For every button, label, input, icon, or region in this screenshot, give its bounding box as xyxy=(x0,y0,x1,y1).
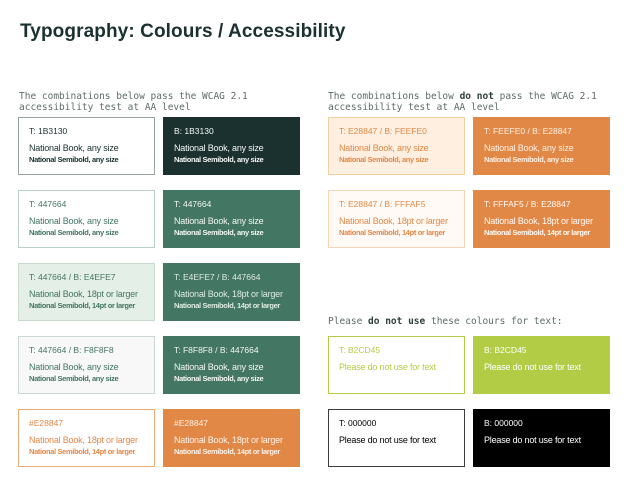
swatch-card-white-on-green xyxy=(163,190,300,248)
intro-text: The combinations below xyxy=(328,90,460,102)
swatch-card-white-on-orange xyxy=(163,409,300,467)
fail-swatch-grid xyxy=(328,117,610,248)
swatch-usage-bold: National Semibold, any size xyxy=(174,374,264,383)
swatch-usage: National Book, 18pt or larger xyxy=(174,435,283,445)
swatch-usage: National Book, 18pt or larger xyxy=(29,289,138,299)
swatch-usage: National Book, any size xyxy=(29,143,119,153)
swatch-usage-bold: National Semibold, 14pt or larger xyxy=(29,301,135,310)
swatch-usage: Please do not use for text xyxy=(484,435,581,445)
swatch-usage-bold: National Semibold, any size xyxy=(339,155,429,164)
swatch-card-offwhite-on-green xyxy=(163,336,300,394)
intro-text: Please xyxy=(328,315,369,327)
page-title: Typography: Colours / Accessibility xyxy=(20,21,346,42)
swatch-usage-bold: National Semibold, 14pt or larger xyxy=(29,447,135,456)
intro-text: these colours for text: xyxy=(425,315,563,327)
swatch-label: T: B2CD45 xyxy=(339,345,381,355)
swatch-usage: National Book, 18pt or larger xyxy=(484,216,593,226)
swatch-label: B: B2CD45 xyxy=(484,345,527,355)
swatch-label: T: E28847 / B: FEEFE0 xyxy=(339,126,427,136)
swatch-label: T: F8F8F8 / B: 447664 xyxy=(174,345,259,355)
swatch-usage-bold: National Semibold, 14pt or larger xyxy=(484,228,590,237)
swatch-card-green-on-offwhite xyxy=(18,336,155,394)
swatch-usage-bold: National Semibold, any size xyxy=(29,228,119,237)
swatch-label: T: FEEFE0 / B: E28847 xyxy=(484,126,572,136)
swatch-card-orange-on-cream xyxy=(328,117,465,175)
intro-text: The combinations below pass the WCAG 2.1 accessibility test at AA level xyxy=(19,90,248,113)
swatch-usage: National Book, any size xyxy=(174,143,264,153)
no-text-swatch-grid xyxy=(328,336,610,467)
swatch-label: T: FFFAF5 / B: E28847 xyxy=(484,199,571,209)
swatch-usage: Please do not use for text xyxy=(339,362,436,372)
swatch-usage-bold: National Semibold, any size xyxy=(29,374,119,383)
swatch-card-orange-on-white xyxy=(18,409,155,467)
swatch-label: T: 1B3130 xyxy=(29,126,68,136)
fail-section-intro xyxy=(328,91,618,114)
swatch-label: T: 000000 xyxy=(339,418,377,428)
swatch-label: B: 1B3130 xyxy=(174,126,214,136)
swatch-usage: Please do not use for text xyxy=(484,362,581,372)
swatch-card-white-on-dark xyxy=(163,117,300,175)
swatch-card-green-on-lightgreen xyxy=(18,263,155,321)
swatch-card-lightcream-on-orange xyxy=(473,190,610,248)
swatch-label: B: 000000 xyxy=(484,418,523,428)
swatch-usage-bold: National Semibold, 14pt or larger xyxy=(339,228,445,237)
pass-section-intro xyxy=(19,91,281,114)
swatch-label: T: 447664 xyxy=(29,199,67,209)
swatch-card-dark-on-white xyxy=(18,117,155,175)
swatch-label: #E28847 xyxy=(29,418,64,428)
swatch-label: T: E4EFE7 / B: 447664 xyxy=(174,272,261,282)
swatch-usage: National Book, any size xyxy=(339,143,429,153)
swatch-label: #E28847 xyxy=(174,418,209,428)
swatch-usage-bold: National Semibold, any size xyxy=(484,155,574,164)
pass-swatch-grid xyxy=(18,117,300,467)
swatch-usage: National Book, any size xyxy=(174,216,264,226)
swatch-card-lime-on-white xyxy=(328,336,465,394)
swatch-card-green-on-white xyxy=(18,190,155,248)
swatch-label: T: 447664 xyxy=(174,199,212,209)
swatch-usage: National Book, any size xyxy=(29,216,119,226)
swatch-card-orange-on-lightcream xyxy=(328,190,465,248)
swatch-label: T: 447664 / B: F8F8F8 xyxy=(29,345,114,355)
swatch-card-white-on-black xyxy=(473,409,610,467)
swatch-usage-bold: National Semibold, any size xyxy=(174,228,264,237)
intro-text: pass the WCAG 2.1 accessibility test at AA level xyxy=(328,90,597,113)
swatch-card-lightgreen-on-green xyxy=(163,263,300,321)
swatch-usage-bold: National Semibold, 14pt or larger xyxy=(174,447,280,456)
intro-text-bold: do not use xyxy=(368,315,426,327)
swatch-usage-bold: National Semibold, any size xyxy=(29,155,119,164)
swatch-usage-bold: National Semibold, any size xyxy=(174,155,264,164)
intro-text-bold: do not xyxy=(459,90,494,102)
swatch-usage: National Book, 18pt or larger xyxy=(29,435,138,445)
swatch-card-white-on-lime xyxy=(473,336,610,394)
swatch-card-cream-on-orange xyxy=(473,117,610,175)
swatch-label: T: 447664 / B: E4EFE7 xyxy=(29,272,116,282)
swatch-usage: National Book, 18pt or larger xyxy=(174,289,283,299)
swatch-usage: National Book, any size xyxy=(174,362,264,372)
no-text-section-intro xyxy=(328,316,618,328)
swatch-label: T: E28847 / B: FFFAF5 xyxy=(339,199,426,209)
swatch-usage: National Book, 18pt or larger xyxy=(339,216,448,226)
swatch-card-black-on-white xyxy=(328,409,465,467)
swatch-usage: Please do not use for text xyxy=(339,435,436,445)
swatch-usage-bold: National Semibold, 14pt or larger xyxy=(174,301,280,310)
swatch-usage: National Book, any size xyxy=(29,362,119,372)
swatch-usage: National Book, any size xyxy=(484,143,574,153)
